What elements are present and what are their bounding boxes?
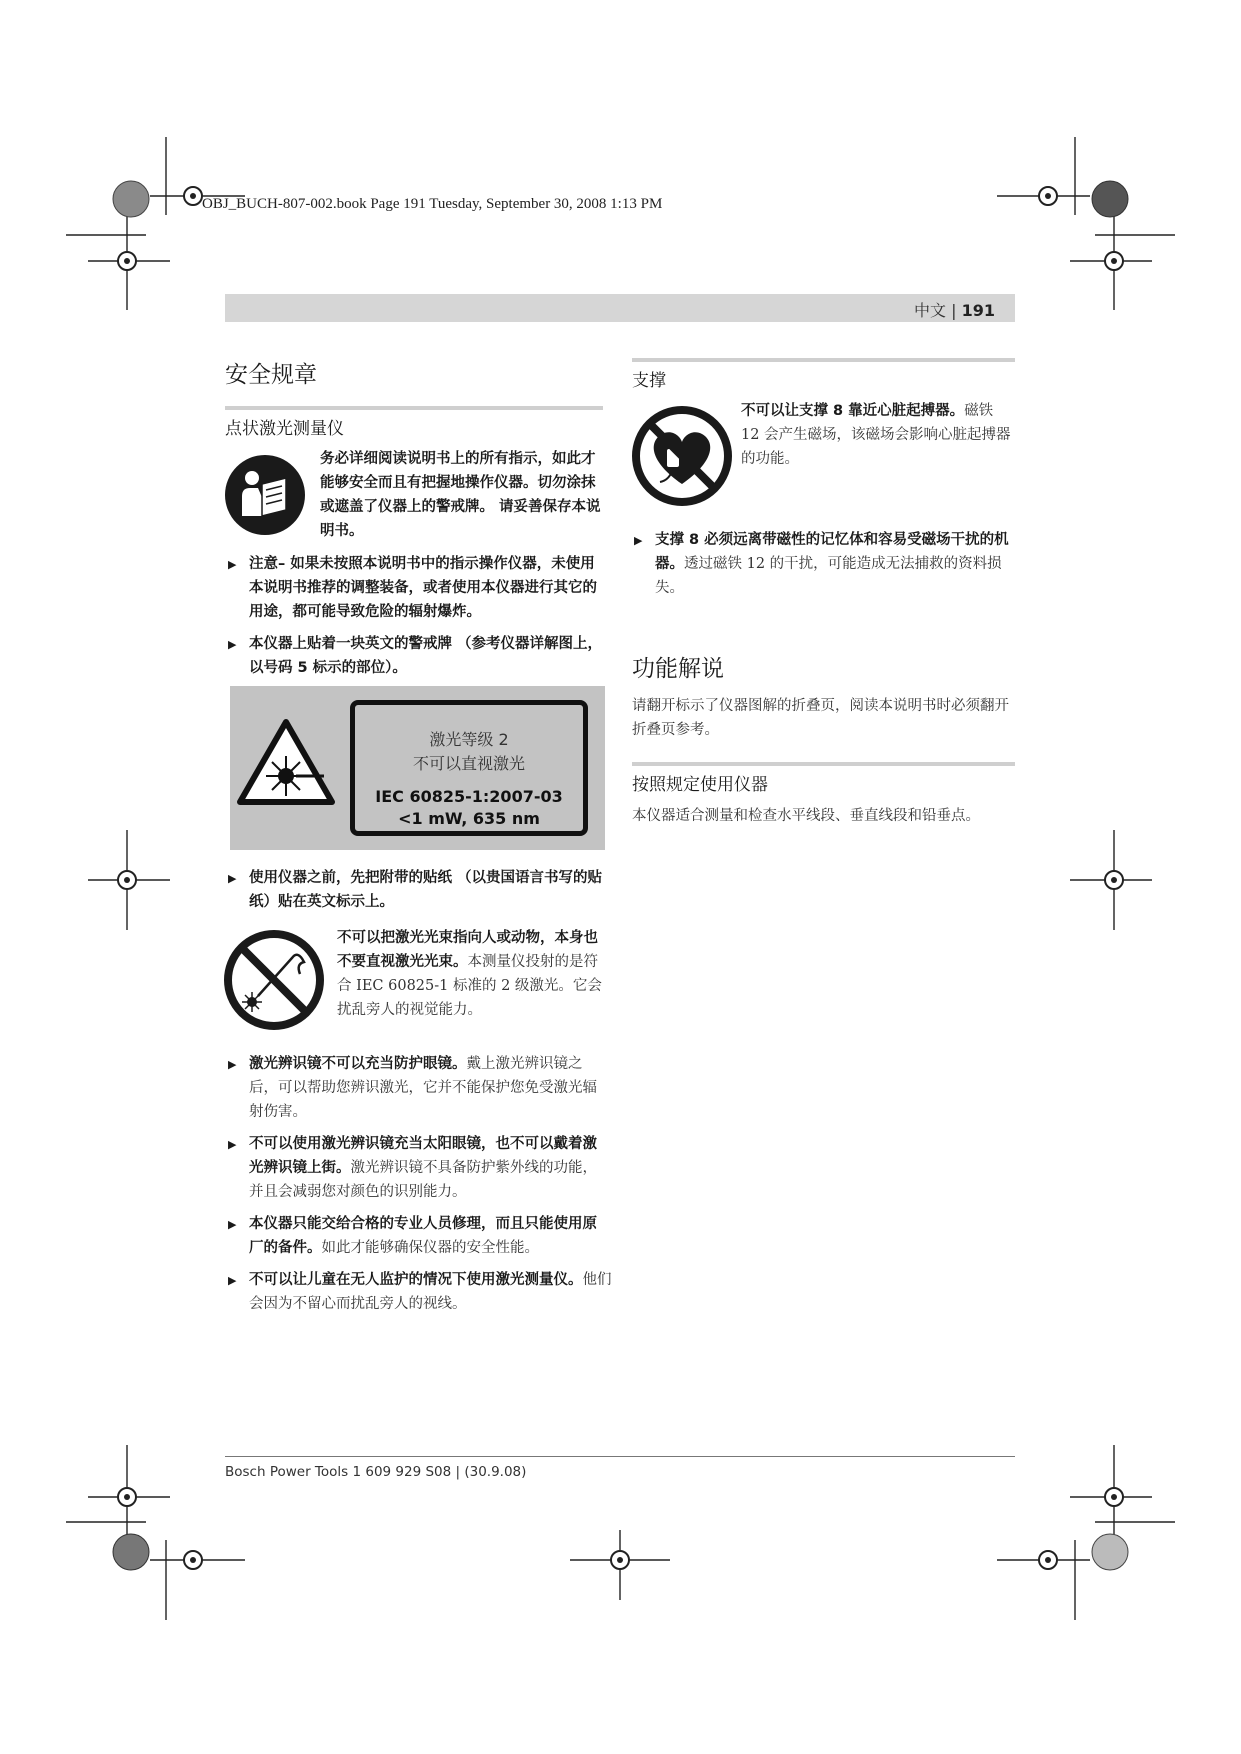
glasses-paragraph bbox=[249, 1052, 609, 1124]
intended-use-heading: 按照规定使用仪器 bbox=[632, 775, 768, 795]
footer-rule bbox=[225, 1456, 1015, 1457]
bullet-marker: ▶ bbox=[634, 534, 643, 547]
bullet-marker: ▶ bbox=[228, 872, 237, 885]
section-rule bbox=[632, 358, 1015, 362]
bullet-marker: ▶ bbox=[228, 638, 237, 651]
label-line-4: <1 mW, 635 nm bbox=[398, 809, 540, 828]
bullet-marker: ▶ bbox=[228, 1218, 237, 1231]
laser-class-label bbox=[230, 686, 605, 850]
magnet-paragraph bbox=[655, 528, 1016, 600]
label-panel bbox=[350, 700, 588, 836]
magnet-bold: 支撑 8 必须远离带磁性的记忆体和容易受磁场干扰的机器。 bbox=[655, 532, 1009, 572]
page-indicator bbox=[914, 298, 995, 321]
file-header: OBJ_BUCH-807-002.book Page 191 Tuesday, September 30, 2008 1:13 PM bbox=[202, 196, 663, 212]
label-line-2: 不可以直视激光 bbox=[412, 754, 525, 773]
intro-warning-text: 务必详细阅读说明书上的所有指示，如此才能够安全而且有把握地操作仪器。切勿涂抹或遮盖了仪器上的警戒牌。 请妥善保存本说明书。 bbox=[320, 451, 601, 539]
support-heading: 支撑 bbox=[632, 371, 666, 391]
pacemaker-normal: 磁铁 12 会产生磁场，该磁场会影响心脏起搏器的功能。 bbox=[741, 403, 1011, 467]
laser-warning-normal: 本测量仪投射的是符合 IEC 60825-1 标准的 2 级激光。它会扰乱旁人的视觉能力。 bbox=[337, 954, 602, 1018]
bullet-marker: ▶ bbox=[228, 1274, 237, 1287]
label-line-3: IEC 60825-1:2007-03 bbox=[375, 787, 563, 806]
laser-warning-paragraph bbox=[337, 926, 609, 1022]
language-label: 中文 | bbox=[914, 301, 962, 320]
function-text: 请翻开标示了仪器图解的折叠页，阅读本说明书时必须翻开折叠页参考。 bbox=[632, 698, 1009, 738]
sunglasses-paragraph bbox=[249, 1132, 609, 1204]
repair-bold: 本仪器只能交给合格的专业人员修理，而且只能使用原厂的备件。 bbox=[249, 1216, 597, 1256]
intended-use-text: 本仪器适合测量和检查水平线段、垂直线段和铅垂点。 bbox=[632, 808, 980, 824]
repair-paragraph bbox=[249, 1212, 609, 1260]
page-title: 安全规章 bbox=[225, 362, 317, 388]
laser-warning-bold: 不可以把激光光束指向人或动物，本身也不要直视激光光束。 bbox=[337, 930, 598, 970]
page-footer: Bosch Power Tools 1 609 929 S08 | (30.9.08) bbox=[225, 1464, 527, 1480]
page-header-bar bbox=[225, 294, 1015, 322]
glasses-bold: 激光辨识镜不可以充当防护眼镜。 bbox=[249, 1056, 467, 1072]
children-bold: 不可以让儿童在无人监护的情况下使用激光测量仪。 bbox=[249, 1272, 583, 1288]
section-rule bbox=[225, 406, 603, 410]
sunglasses-bold: 不可以使用激光辨识镜充当太阳眼镜，也不可以戴着激光辨识镜上街。 bbox=[249, 1136, 597, 1176]
no-laser-eye-icon bbox=[222, 928, 326, 1036]
pacemaker-bold: 不可以让支撑 8 靠近心脏起搏器。 bbox=[741, 403, 965, 419]
children-normal: 他们会因为不留心而扰乱旁人的视线。 bbox=[249, 1272, 612, 1312]
warning-label-text: 本仪器上贴着一块英文的警戒牌 （参考仪器详解图上，以号码 5 标示的部位）。 bbox=[249, 636, 603, 676]
read-manual-icon bbox=[224, 454, 306, 540]
label-line-1: 激光等级 2 bbox=[429, 730, 509, 749]
pacemaker-paragraph bbox=[741, 399, 1016, 471]
children-paragraph bbox=[249, 1268, 617, 1316]
sunglasses-normal: 激光辨识镜不具备防护紫外线的功能，并且会减弱您对颜色的识别能力。 bbox=[249, 1160, 597, 1200]
function-heading: 功能解说 bbox=[632, 656, 724, 682]
section-heading: 点状激光测量仪 bbox=[225, 419, 344, 439]
no-pacemaker-icon bbox=[630, 404, 734, 512]
bullet-marker: ▶ bbox=[228, 1058, 237, 1071]
laser-warning-icon bbox=[236, 716, 336, 810]
bullet-marker: ▶ bbox=[228, 558, 237, 571]
bullet-marker: ▶ bbox=[228, 1138, 237, 1151]
magnet-normal: 透过磁铁 12 的干扰，可能造成无法捕救的资料损失。 bbox=[655, 556, 1002, 596]
section-rule bbox=[632, 762, 1015, 766]
repair-normal: 如此才能够确保仪器的安全性能。 bbox=[321, 1240, 539, 1256]
caution-text: 注意– 如果未按照本说明书中的指示操作仪器，未使用本说明书推荐的调整装备，或者使用本仪器进行其它的用途，都可能导致危险的辐射爆炸。 bbox=[249, 556, 597, 620]
glasses-normal: 戴上激光辨识镜之后，可以帮助您辨识激光，它并不能保护您免受激光辐射伤害。 bbox=[249, 1056, 597, 1120]
sticker-text: 使用仪器之前，先把附带的贴纸 （以贵国语言书写的贴纸）贴在英文标示上。 bbox=[249, 870, 603, 910]
page-number: 191 bbox=[961, 301, 995, 320]
